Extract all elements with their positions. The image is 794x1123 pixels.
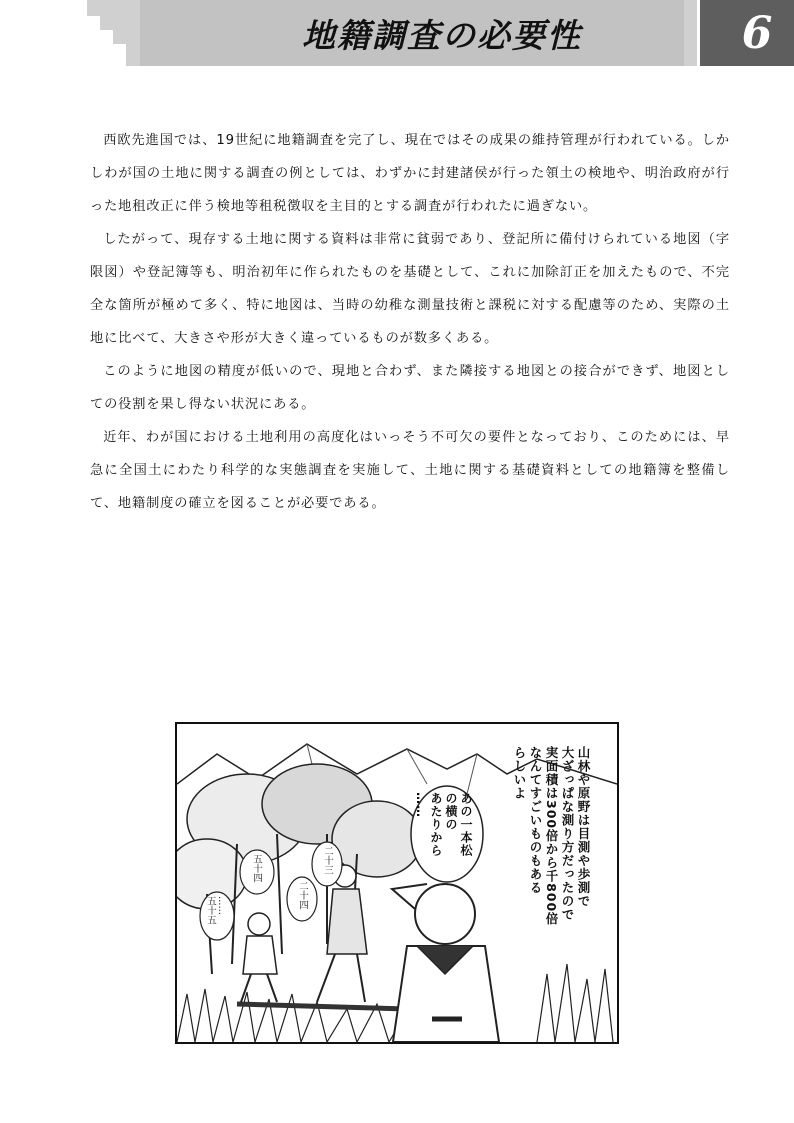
cartoon-illustration [175,722,619,1044]
body-text [90,124,730,520]
paragraph: 西欧先進国では、19世紀に地籍調査を完了し、現在ではその成果の維持管理が行われている。しかしわが国の土地に関する調査の例としては、わずかに封建諸侯が行った領土の検地や、明治政府が行った地租改正に伴う検地等租税徴収を主目的とする調査が行われたに過ぎない。 [90,133,730,214]
chapter-number: 6 [741,7,773,59]
page-title: 地籍調査の必要性 [302,15,582,55]
main-character-head [415,884,475,944]
walker-legs [241,974,277,1002]
walker-body [327,889,367,954]
count-bubble-text: …… 五十五 [205,896,227,925]
page-header [0,0,794,72]
walker-head [248,913,270,935]
walker-legs [317,954,365,1002]
chapter-number-box [700,0,794,66]
speech-bubble-text: あの一本松 の横の あたりから …… [414,792,473,857]
title-bar [140,0,684,66]
walker-body [243,936,277,974]
count-bubble-text: 二十四 [297,881,308,910]
cartoon-narration: 山林や原野は目測や歩測で 大ざっぱな測り方だったので 実面積は300倍から千800倍 なんてすごいものもある らしいよ [512,746,591,926]
grass [177,989,417,1042]
paragraph: このように地図の精度が低いので、現地と合わず、また隣接する地図との接合ができず、地図としての役割を果し得ない状況にある。 [90,364,730,412]
count-bubble-text: 二十三 [322,846,333,875]
paragraph: したがって、現存する土地に関する資料は非常に貧弱であり、登記所に備付けられている地図（字限図）や登記簿等も、明治初年に作られたものを基礎として、これに加除訂正を加えたもので、不完全な箇所が極めて多く、特に地図は、当時の幼稚な測量技術と課税に対する配慮等のため、実際の土地に比べて、大きさや形が大きく違っているものが数多くある。 [90,232,730,346]
paragraph: 近年、わが国における土地利用の高度化はいっそう不可欠の要件となっており、このためには、早急に全国土にわたり科学的な実態調査を実施して、土地に関する基礎資料としての地籍簿を整備して、地籍制度の確立を図ることが必要である。 [90,430,730,511]
count-bubble-text: 五十四 [251,854,262,883]
ground-shadow [237,1004,407,1009]
